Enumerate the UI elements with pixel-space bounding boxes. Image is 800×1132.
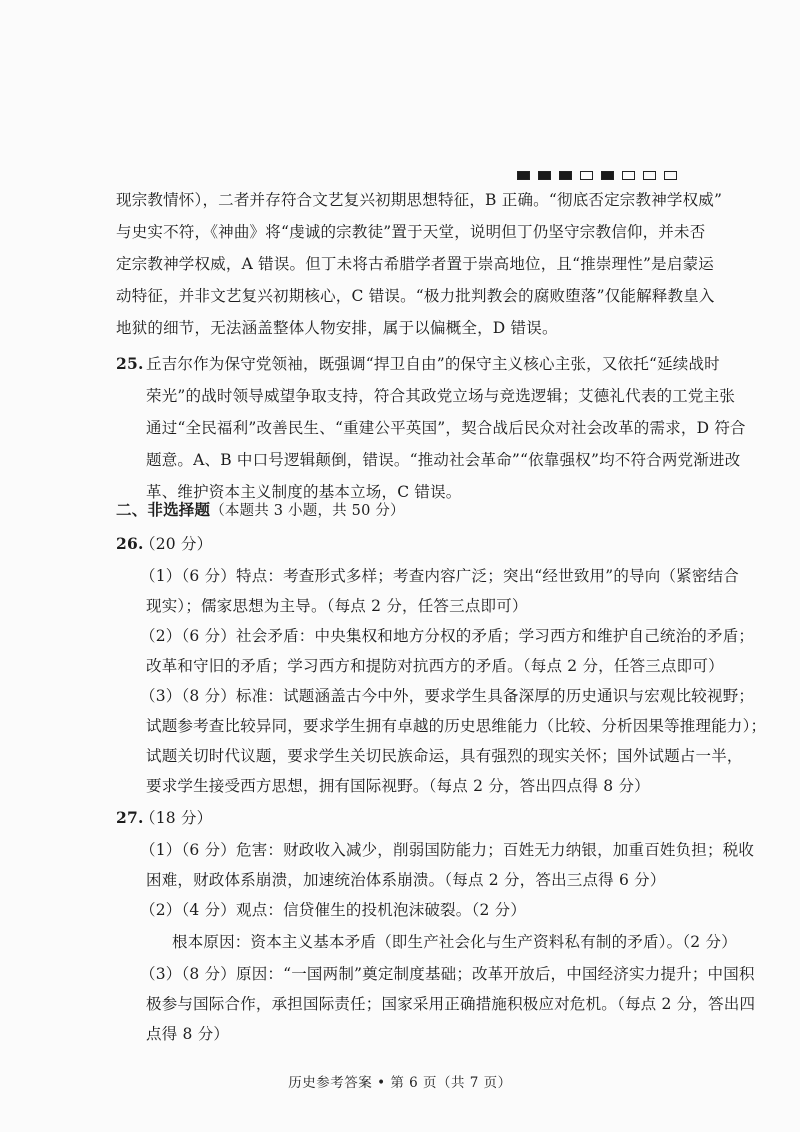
- text-line: 地狱的细节，无法涵盖整体人物安排，属于以偏概全，D 错误。: [116, 319, 558, 337]
- text-line: 现实）；儒家思想为主导。（每点 2 分，任答三点即可）: [146, 597, 528, 615]
- question-number: 27.: [116, 808, 144, 827]
- text-line: 试题参考查比较异同，要求学生拥有卓越的历史思维能力（比较、分析因果等推理能力）；: [146, 717, 767, 735]
- progress-mark: [601, 171, 614, 180]
- question-score: （20 分）: [140, 535, 213, 553]
- text-line: 动特征，并非文艺复兴初期核心，C 错误。“极力批判教会的腐败堕落”仅能解释教皇入: [116, 287, 715, 305]
- text-line: 定宗教神学权威，A 错误。但丁未将古希腊学者置于崇高地位，且“推崇理性”是启蒙运: [116, 255, 714, 273]
- text-line: （1）（6 分）特点：考查形式多样；考查内容广泛；突出“经世致用”的导向（紧密结合: [140, 567, 739, 585]
- progress-mark: [643, 171, 656, 180]
- text-line: （2）（4 分）观点：信贷催生的投机泡沫破裂。（2 分）: [140, 901, 527, 919]
- text-line: 改革和守旧的矛盾；学习西方和提防对抗西方的矛盾。（每点 2 分，任答三点即可）: [146, 657, 724, 675]
- progress-mark: [622, 171, 635, 180]
- text-line: 现宗教情怀），二者并存符合文艺复兴初期思想特征，B 正确。“彻底否定宗教神学权威”: [116, 191, 723, 209]
- section-note: （本题共 3 小题，共 50 分）: [210, 503, 405, 519]
- progress-mark: [517, 171, 530, 180]
- text-line: （2）（6 分）社会矛盾：中央集权和地方分权的矛盾；学习西方和维护自己统治的矛盾；: [140, 627, 755, 645]
- text-line: 试题关切时代议题，要求学生关切民族命运，具有强烈的现实关怀；国外试题占一半，: [146, 747, 743, 765]
- progress-marks: [517, 171, 677, 183]
- text-line: 极参与国际合作，承担国际责任；国家采用正确措施积极应对危机。（每点 2 分，答出四: [146, 995, 756, 1013]
- text-line: 根本原因：资本主义基本矛盾（即生产社会化与生产资料私有制的矛盾）。（2 分）: [172, 933, 737, 951]
- text-line: （3）（8 分）原因：“一国两制”奠定制度基础；改革开放后，中国经济实力提升；中国积: [140, 965, 755, 983]
- text-line: 与史实不符，《神曲》将“虔诚的宗教徒”置于天堂，说明但丁仍坚守宗教信仰，并未否: [116, 223, 706, 241]
- text-line: （1）（6 分）危害：财政收入减少，削弱国防能力；百姓无力纳银，加重百姓负担；税收: [140, 841, 755, 859]
- progress-mark: [559, 171, 572, 180]
- question-number: 25.: [116, 354, 144, 373]
- progress-mark: [664, 171, 677, 180]
- text-line: 困难，财政体系崩溃，加速统治体系崩溃。（每点 2 分，答出三点得 6 分）: [146, 871, 666, 889]
- text-line: 要求学生接受西方思想，拥有国际视野。（每点 2 分，答出四点得 8 分）: [146, 777, 650, 795]
- progress-mark: [538, 171, 551, 180]
- section-title: 二、非选择题: [116, 500, 211, 519]
- text-line: 革、维护资本主义制度的基本立场，C 错误。: [146, 483, 462, 501]
- text-line: 点得 8 分）: [146, 1025, 230, 1043]
- page-footer: 历史参考答案 • 第 6 页（共 7 页）: [288, 1075, 512, 1091]
- text-line: 丘吉尔作为保守党领袖，既强调“捍卫自由”的保守主义核心主张，又依托“延续战时: [146, 355, 720, 373]
- text-line: （3）（8 分）标准：试题涵盖古今中外，要求学生具备深厚的历史通识与宏观比较视野；: [140, 687, 755, 705]
- text-line: 通过“全民福利”改善民生、“重建公平英国”，契合战后民众对社会改革的需求，D 符合: [146, 419, 746, 437]
- progress-mark: [580, 171, 593, 180]
- question-score: （18 分）: [140, 809, 213, 827]
- text-line: 题意。A、B 中口号逻辑颠倒，错误。“推动社会革命”“依靠强权”均不符合两党渐进改: [146, 451, 741, 469]
- text-line: 荣光”的战时领导威望争取支持，符合其政党立场与竞选逻辑；艾德礼代表的工党主张: [146, 387, 736, 405]
- section-heading: [116, 500, 405, 521]
- question-number: 26.: [116, 534, 144, 553]
